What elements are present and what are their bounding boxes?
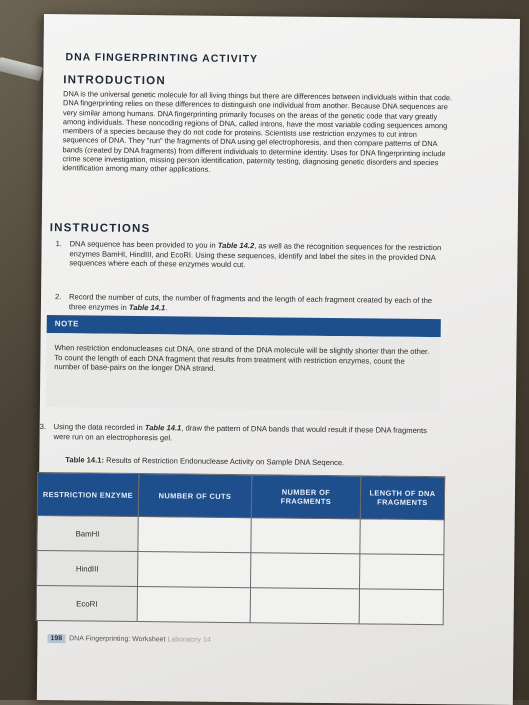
item-text: Record the number of cuts, the number of fragments and the length of each fragment created by each of the three enzymes in [68,292,433,312]
col-header-cuts: NUMBER OF CUTS [138,474,251,518]
footer-text: DNA Fingerprinting: Worksheet [69,635,166,644]
item-text: DNA sequence has been provided to you in [69,239,218,250]
item-number: 1. [55,239,62,249]
item-text: , as well as the recognition sequences for the restriction enzymes BamHI, HindIII, and EcoRI. Using these sequences, identify and label the sites in the provided DNA sequences where each of these enzymes would cut. [69,241,442,270]
enzyme-cell: EcoRI [36,585,137,621]
fragments-cell[interactable] [251,518,360,554]
col-header-enzyme: RESTRICTION ENZYME [37,472,138,516]
page-number: 198 [47,634,65,643]
col-header-fragments: NUMBER OF FRAGMENTS [251,475,360,519]
worksheet-page [37,14,520,705]
cuts-cell[interactable] [138,552,251,588]
pen-edge [0,57,43,81]
lengths-cell[interactable] [360,519,444,555]
table-ref: Table 14.1 [144,423,182,433]
table-row [37,550,444,589]
caption-text: Results of Restriction Endonuclease Activity on Sample DNA Seqence. [103,455,345,468]
lengths-cell[interactable] [359,589,443,625]
item-number: 3. [39,421,47,432]
note-label: NOTE [54,319,80,329]
fragments-cell[interactable] [251,553,360,589]
intro-heading: INTRODUCTION [63,74,166,88]
results-table [36,472,446,625]
col-header-lengths: LENGTH OF DNA FRAGMENTS [360,476,444,520]
instruction-item-3 [40,422,444,445]
table-header-row [37,472,444,519]
item-text: Using the data recorded in [53,422,145,433]
note-box [46,333,441,411]
footer-subtitle: Laboratory 14 [167,636,211,644]
page-title: DNA FINGERPRINTING ACTIVITY [65,51,259,66]
table-ref: Table 14.2 [217,240,255,251]
table-row [37,515,444,554]
cuts-cell[interactable] [137,587,250,623]
table-ref: Table 14.1 [128,302,166,312]
table-row [36,585,443,624]
page-footer [47,635,210,644]
caption-label: Table 14.1: [65,455,105,465]
lengths-cell[interactable] [359,554,443,590]
instruction-item-2 [55,292,449,315]
note-text: When restriction endonucleases cut DNA, one strand of the DNA molecule will be slightly shorter than the other. To count the length of each DNA fragment that results from treatment with restriction enzymes, count the number of base-pairs on the longer DNA strand. [54,343,430,374]
item-number: 2. [54,292,62,302]
instructions-heading: INSTRUCTIONS [49,222,151,236]
table-caption [65,455,344,467]
enzyme-cell: BamHI [37,515,138,551]
fragments-cell[interactable] [250,588,359,624]
instruction-item-1 [55,239,449,272]
intro-paragraph: DNA is the universal genetic molecule for all living things but there are differences between individuals within that code. DNA fingerprinting relies on these differences to distinguish one individual from another. Because DNA sequences are very similar among humans. DNA fingerprinting primarily focuses on the areas of the genetic code that vary greatly among individuals. These noncoding regions of DNA, called introns, have the most variable coding sequences among members of a species because they do not code for proteins. Scientists use restriction enzymes to cut intron sequences of DNA. They "run" the fragments of DNA using gel electrophoresis, and then compare patterns of DNA bands (created by DNA fragments) from different individuals to determine identity. Uses for DNA fingerprinting include crime scene investigation, missing person identification, paternity testing, diagnosing genetic disorders and species identification among many other applications. [62,89,453,175]
item-text: . [165,302,168,312]
enzyme-cell: HindIII [37,550,138,586]
item-text: , draw the pattern of DNA bands that would result if these DNA fragments were run on an electrophoresis gel. [53,423,428,442]
cuts-cell[interactable] [138,517,251,553]
